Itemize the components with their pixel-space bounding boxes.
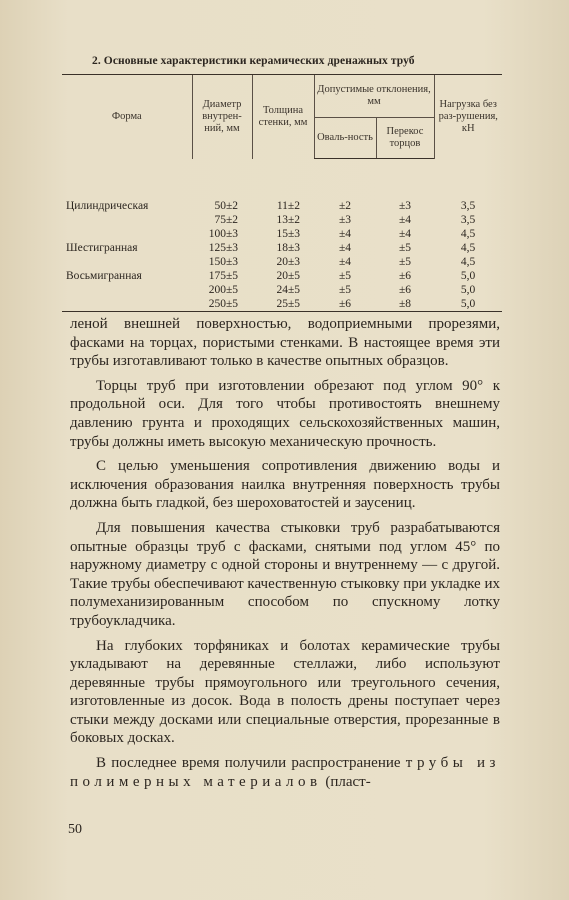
cell-diameter: 175±5 bbox=[208, 270, 238, 282]
table-row bbox=[62, 269, 502, 283]
paragraph: Торцы труб при изготовлении обрезают под углом 90° к продольной оси. Для того чтобы противостоять внешнему давлению грунта и проходящих сельскохозяйственных машин, трубы должны иметь высокую механическую прочность. bbox=[70, 377, 500, 450]
cell-form: Цилиндрическая bbox=[66, 200, 149, 212]
cell-skew: ±4 bbox=[398, 214, 412, 226]
table-row bbox=[62, 255, 502, 269]
cell-thickness: 24±5 bbox=[276, 284, 300, 296]
cell-diameter: 125±3 bbox=[208, 242, 238, 254]
cell-ovality: ±6 bbox=[338, 298, 352, 310]
header-deviations: Допустимые отклонения, мм bbox=[314, 75, 434, 118]
cell-diameter: 75±2 bbox=[214, 214, 238, 226]
cell-skew: ±5 bbox=[398, 256, 412, 268]
cell-ovality: ±4 bbox=[338, 228, 352, 240]
paragraph: Для повышения качества стыковки труб разрабатываются опытные образцы труб с фасками, снятыми под углом 45° по наружному диаметру с одной стороны и внутреннему — с другой. Такие трубы обеспечивают качественную стыковку при укладке их полумеханизированным способом по спускному лотку трубоукладчика. bbox=[70, 519, 500, 629]
cell-ovality: ±4 bbox=[338, 256, 352, 268]
cell-thickness: 18±3 bbox=[276, 242, 300, 254]
cell-diameter: 100±3 bbox=[208, 228, 238, 240]
header-skew: Перекос торцов bbox=[376, 118, 434, 159]
cell-diameter: 250±5 bbox=[208, 298, 238, 310]
cell-ovality: ±2 bbox=[338, 200, 352, 212]
paragraph-start: В последнее время получили распространение bbox=[96, 755, 401, 772]
paragraph: леной внешней поверхностью, водоприемными прорезями, фасками на торцах, пористыми стенками. В настоящее время эти трубы изготавливают только в качестве опытных образцов. bbox=[70, 316, 500, 370]
pipe-characteristics-table bbox=[62, 74, 502, 314]
table-row bbox=[62, 297, 502, 312]
header-ovality: Оваль-ность bbox=[314, 118, 376, 159]
table-caption: 2. Основные характеристики керамических дренажных труб bbox=[92, 55, 415, 67]
cell-thickness: 20±5 bbox=[276, 270, 300, 282]
paragraph-end: (пласт- bbox=[325, 773, 371, 790]
page-number: 50 bbox=[68, 822, 82, 837]
table-row bbox=[62, 227, 502, 241]
cell-diameter: 50±2 bbox=[214, 200, 238, 212]
spaced-emphasis: трубы из полимерных материалов bbox=[70, 755, 500, 790]
cell-load: 4,5 bbox=[460, 242, 476, 254]
cell-ovality: ±3 bbox=[338, 214, 352, 226]
cell-form: Восьмигранная bbox=[66, 270, 142, 282]
cell-load: 3,5 bbox=[460, 200, 476, 212]
cell-load: 4,5 bbox=[460, 228, 476, 240]
cell-form bbox=[62, 283, 192, 297]
cell-thickness: 13±2 bbox=[276, 214, 300, 226]
cell-load: 3,5 bbox=[460, 214, 476, 226]
header-thickness: Толщина стенки, мм bbox=[252, 75, 314, 159]
header-diameter: Диаметр внутрен-ний, мм bbox=[192, 75, 252, 159]
cell-ovality: ±5 bbox=[338, 284, 352, 296]
cell-form bbox=[62, 297, 192, 312]
cell-thickness: 20±3 bbox=[276, 256, 300, 268]
cell-diameter: 150±3 bbox=[208, 256, 238, 268]
cell-skew: ±6 bbox=[398, 270, 412, 282]
cell-thickness: 15±3 bbox=[276, 228, 300, 240]
table-row bbox=[62, 199, 502, 213]
cell-load: 4,5 bbox=[460, 256, 476, 268]
paragraph: С целью уменьшения сопротивления движению воды и исключения образования наилка внутренняя поверхность трубы должна быть гладкой, без шероховатостей и заусениц. bbox=[70, 458, 500, 512]
cell-ovality: ±5 bbox=[338, 270, 352, 282]
cell-form bbox=[62, 227, 192, 241]
cell-diameter: 200±5 bbox=[208, 284, 238, 296]
cell-load: 5,0 bbox=[460, 270, 476, 282]
paragraph: На глубоких торфяниках и болотах керамические трубы укладывают на деревянные стеллажи, либо используют деревянные трубы прямоугольного или треугольного сечения, изготовленные из досок. Вода в полость дрены поступает через стыки между досками или специальные отверстия, прорезанные в боковых досках. bbox=[70, 637, 500, 747]
cell-form bbox=[62, 255, 192, 269]
cell-skew: ±6 bbox=[398, 284, 412, 296]
cell-ovality: ±4 bbox=[338, 242, 352, 254]
cell-skew: ±8 bbox=[398, 298, 412, 310]
cell-skew: ±4 bbox=[398, 228, 412, 240]
cell-thickness: 11±2 bbox=[276, 200, 300, 212]
header-form: Форма bbox=[62, 75, 192, 159]
cell-load: 5,0 bbox=[460, 298, 476, 310]
cell-skew: ±5 bbox=[398, 242, 412, 254]
cell-load: 5,0 bbox=[460, 284, 476, 296]
cell-skew: ±3 bbox=[398, 200, 412, 212]
table-row bbox=[62, 241, 502, 255]
table-row bbox=[62, 283, 502, 297]
cell-thickness: 25±5 bbox=[276, 298, 300, 310]
cell-form: Шестигранная bbox=[66, 242, 138, 254]
body-text bbox=[70, 315, 500, 791]
paragraph bbox=[70, 754, 500, 791]
header-load: Нагрузка без раз-рушения, кН bbox=[434, 75, 502, 159]
table-row bbox=[62, 213, 502, 227]
cell-form bbox=[62, 213, 192, 227]
